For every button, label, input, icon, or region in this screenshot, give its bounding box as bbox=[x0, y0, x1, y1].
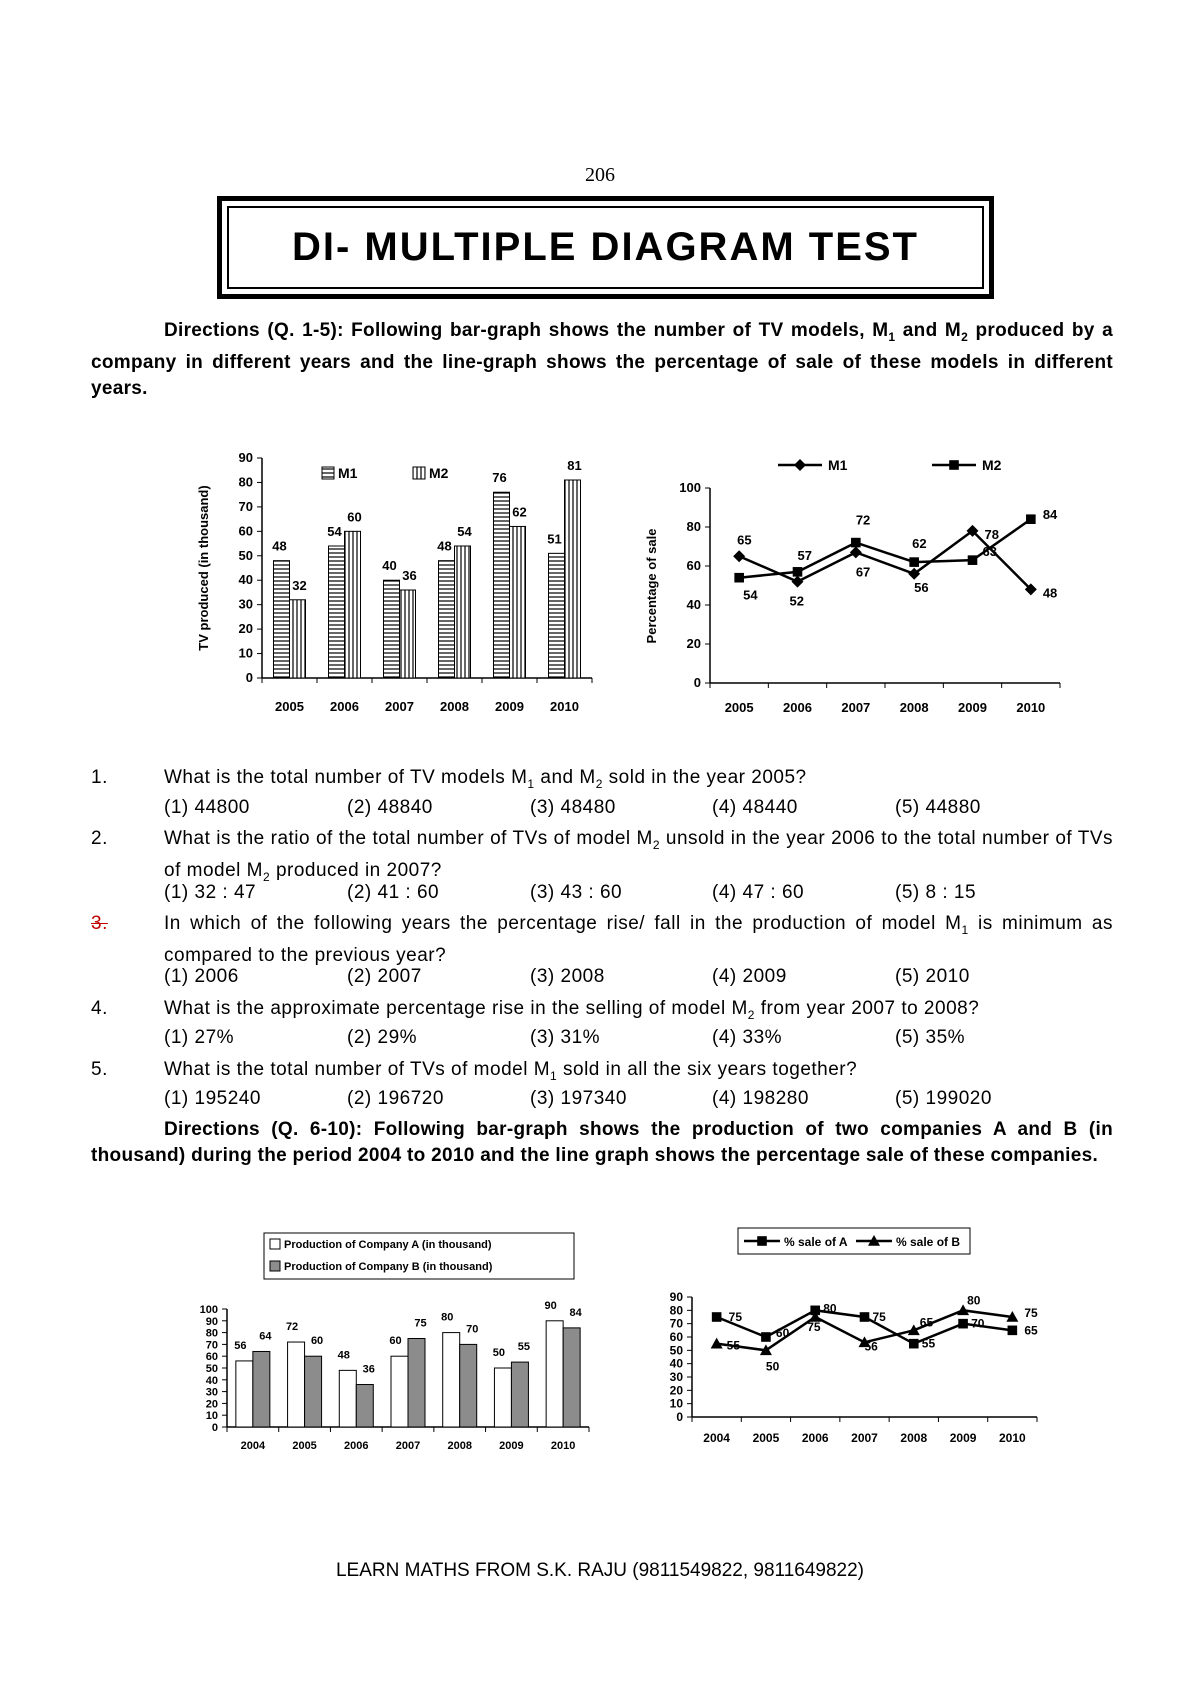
legend-label: M2 bbox=[982, 457, 1002, 473]
question-text bbox=[164, 765, 1113, 797]
subscript: 1 bbox=[888, 329, 896, 344]
directions-q6-10-text: Directions (Q. 6-10): Following bar-graph shows the production of two companies A and B (in thousand) during the period 2004 to 2010 and the line graph shows the percentage sale of these companies. bbox=[91, 1119, 1113, 1166]
y-tick-label: 100 bbox=[199, 1304, 218, 1316]
data-label: 50 bbox=[492, 1347, 506, 1359]
y-tick-label: 80 bbox=[205, 1327, 218, 1340]
y-tick-label: 60 bbox=[686, 558, 701, 573]
data-label: 54 bbox=[743, 587, 758, 603]
x-tick-label: 2007 bbox=[851, 1431, 878, 1445]
y-tick-label: 0 bbox=[676, 1410, 683, 1424]
title-box bbox=[217, 196, 994, 299]
square-marker bbox=[968, 555, 978, 565]
option[interactable]: (2) 48840 bbox=[347, 797, 433, 818]
title-box-inner bbox=[227, 206, 984, 289]
y-tick-label: 0 bbox=[245, 670, 253, 685]
option[interactable]: (4) 2009 bbox=[712, 966, 787, 987]
y-tick-label: 20 bbox=[669, 1383, 683, 1398]
question-text bbox=[164, 826, 1113, 890]
y-tick-label: 60 bbox=[205, 1351, 218, 1364]
data-label: 84 bbox=[1042, 507, 1058, 523]
data-label: 48 bbox=[437, 538, 452, 554]
bar-b bbox=[563, 1328, 580, 1427]
question-text-part: and M bbox=[534, 767, 596, 788]
y-tick-label: 100 bbox=[679, 480, 701, 495]
bar-a bbox=[546, 1321, 563, 1427]
x-tick-label: 2005 bbox=[275, 699, 304, 714]
bar-a bbox=[443, 1333, 460, 1427]
y-tick-label: 80 bbox=[686, 519, 701, 534]
question-text-part: from year 2007 to 2008? bbox=[754, 998, 980, 1019]
legend-swatch-m1 bbox=[322, 467, 334, 479]
data-label: 78 bbox=[984, 526, 999, 542]
subscript: 1 bbox=[961, 922, 969, 937]
y-tick-label: 0 bbox=[693, 675, 701, 690]
question-text-part: What is the approximate percentage rise in the selling of model M bbox=[164, 998, 748, 1019]
data-label: 75 bbox=[414, 1317, 427, 1330]
option[interactable]: (2) 2007 bbox=[347, 966, 422, 987]
bar-a bbox=[339, 1370, 356, 1427]
y-tick-label: 50 bbox=[238, 547, 253, 563]
company-sale-percentage-line-chart bbox=[660, 1225, 1100, 1465]
question-number: 4. bbox=[91, 998, 108, 1019]
data-label: 90 bbox=[544, 1299, 557, 1312]
option[interactable]: (4) 48440 bbox=[712, 797, 798, 818]
data-label: 75 bbox=[1024, 1306, 1038, 1320]
option[interactable]: (4) 47 : 60 bbox=[712, 882, 805, 903]
question-text-part: unsold in the year 2006 to the total number of TVs of model M bbox=[164, 828, 1114, 881]
diamond-marker bbox=[794, 459, 806, 471]
option[interactable]: (3) 31% bbox=[530, 1027, 601, 1048]
legend-label: % sale of B bbox=[896, 1235, 961, 1249]
y-tick-label: 70 bbox=[238, 498, 253, 514]
data-label: 52 bbox=[789, 593, 804, 609]
subscript: 2 bbox=[652, 837, 661, 852]
diamond-marker bbox=[792, 576, 804, 588]
y-tick-label: 20 bbox=[686, 636, 701, 651]
option[interactable]: (1) 195240 bbox=[164, 1088, 261, 1109]
legend-label: M2 bbox=[429, 465, 449, 481]
directions-q1-5 bbox=[91, 318, 1113, 402]
legend-swatch-b bbox=[270, 1261, 280, 1271]
data-label: 62 bbox=[512, 504, 527, 520]
x-tick-label: 2006 bbox=[783, 700, 812, 715]
x-tick-label: 2010 bbox=[550, 699, 579, 714]
y-tick-label: 90 bbox=[669, 1290, 683, 1304]
x-tick-label: 2004 bbox=[240, 1440, 266, 1452]
data-label: 55 bbox=[726, 1338, 741, 1353]
data-label: 56 bbox=[914, 579, 929, 595]
x-tick-label: 2008 bbox=[440, 699, 469, 714]
data-label: 72 bbox=[285, 1321, 299, 1334]
legend-label: Production of Company A (in thousand) bbox=[284, 1239, 492, 1251]
data-label: 75 bbox=[872, 1310, 886, 1324]
bar-b bbox=[455, 546, 471, 678]
option[interactable]: (5) 8 : 15 bbox=[895, 882, 977, 903]
data-label: 72 bbox=[855, 512, 871, 528]
option[interactable]: (4) 198280 bbox=[712, 1088, 809, 1109]
data-label: 36 bbox=[362, 1363, 375, 1376]
option[interactable]: (3) 197340 bbox=[530, 1088, 627, 1109]
data-label: 80 bbox=[967, 1293, 981, 1308]
subscript: 2 bbox=[262, 869, 271, 884]
x-tick-label: 2009 bbox=[499, 1440, 524, 1452]
bar-b bbox=[290, 600, 306, 678]
y-axis-label: TV produced (in thousand) bbox=[196, 485, 211, 651]
question-text-part: sold in all the six years together? bbox=[557, 1059, 858, 1080]
question-text-part: In which of the following years the percentage rise/ fall in the production of model M bbox=[164, 913, 962, 934]
x-tick-label: 2009 bbox=[958, 700, 987, 715]
data-label: 60 bbox=[310, 1335, 324, 1348]
question-text-part: What is the total number of TV models M bbox=[164, 767, 528, 788]
question-text bbox=[164, 911, 1113, 968]
question-number: 1. bbox=[91, 767, 108, 788]
y-tick-label: 40 bbox=[238, 572, 253, 588]
directions-q1-5-mid: and M bbox=[895, 320, 962, 341]
square-marker bbox=[761, 1332, 771, 1342]
option[interactable]: (1) 2006 bbox=[164, 966, 239, 987]
option[interactable]: (4) 33% bbox=[712, 1027, 783, 1048]
data-label: 75 bbox=[728, 1310, 743, 1324]
bar-a bbox=[494, 492, 510, 678]
legend-label: Production of Company B (in thousand) bbox=[284, 1261, 493, 1273]
subscript: 2 bbox=[747, 1007, 755, 1022]
page-title: DI- MULTIPLE DIAGRAM TEST bbox=[292, 225, 919, 269]
x-tick-label: 2010 bbox=[1016, 700, 1046, 715]
data-label: 65 bbox=[919, 1315, 934, 1330]
x-tick-label: 2005 bbox=[752, 1431, 780, 1445]
x-tick-label: 2009 bbox=[495, 699, 524, 714]
x-tick-label: 2008 bbox=[447, 1440, 472, 1452]
data-label: 80 bbox=[823, 1301, 837, 1316]
company-production-bar-chart bbox=[190, 1225, 610, 1465]
data-label: 65 bbox=[1024, 1323, 1038, 1338]
option[interactable]: (3) 43 : 60 bbox=[530, 882, 623, 903]
data-label: 80 bbox=[441, 1311, 454, 1324]
square-marker bbox=[958, 1319, 968, 1329]
bar-b bbox=[565, 480, 581, 678]
bar-a bbox=[391, 1356, 408, 1427]
option[interactable]: (2) 196720 bbox=[347, 1088, 444, 1109]
directions-q6-10 bbox=[91, 1117, 1113, 1169]
data-label: 60 bbox=[347, 509, 362, 525]
x-tick-label: 2006 bbox=[344, 1440, 369, 1452]
y-axis-label: Percentage of sale bbox=[644, 528, 659, 644]
question-text-part: What is the total number of TVs of model M bbox=[164, 1059, 551, 1080]
bar-b bbox=[356, 1385, 373, 1427]
square-marker bbox=[851, 538, 861, 548]
y-tick-label: 90 bbox=[238, 450, 253, 465]
y-tick-label: 50 bbox=[669, 1343, 683, 1358]
data-label: 56 bbox=[234, 1339, 247, 1352]
y-tick-label: 50 bbox=[205, 1363, 218, 1375]
data-label: 54 bbox=[327, 524, 342, 539]
data-label: 50 bbox=[765, 1359, 780, 1374]
y-tick-label: 80 bbox=[669, 1303, 683, 1318]
question-text-part: is minimum as compared to the previous year? bbox=[164, 913, 1113, 966]
square-marker bbox=[734, 573, 744, 583]
data-label: 56 bbox=[864, 1339, 878, 1354]
bar-a bbox=[384, 580, 400, 678]
question-text bbox=[164, 1057, 1113, 1089]
square-marker bbox=[909, 557, 919, 567]
footer: LEARN MATHS FROM S.K. RAJU (9811549822, 9811649822) bbox=[335, 1560, 865, 1581]
data-label: 60 bbox=[389, 1335, 402, 1348]
y-tick-label: 70 bbox=[205, 1339, 218, 1352]
bar-a bbox=[236, 1361, 253, 1427]
bar-b bbox=[511, 1362, 528, 1427]
data-label: 65 bbox=[737, 532, 752, 548]
question-number: 5. bbox=[91, 1059, 108, 1080]
option[interactable]: (3) 2008 bbox=[530, 966, 605, 987]
x-tick-label: 2010 bbox=[550, 1440, 576, 1452]
option[interactable]: (2) 29% bbox=[347, 1027, 418, 1048]
bar-b bbox=[253, 1351, 270, 1427]
data-label: 64 bbox=[259, 1330, 272, 1343]
square-marker bbox=[949, 460, 959, 470]
bar-a bbox=[439, 561, 455, 678]
y-tick-label: 30 bbox=[669, 1370, 683, 1384]
square-marker bbox=[860, 1312, 870, 1322]
legend-label: M1 bbox=[338, 465, 358, 481]
y-tick-label: 20 bbox=[205, 1398, 218, 1411]
x-tick-label: 2010 bbox=[999, 1431, 1026, 1445]
data-label: 62 bbox=[912, 536, 927, 552]
option[interactable]: (5) 35% bbox=[895, 1027, 966, 1048]
data-label: 54 bbox=[457, 524, 472, 539]
option[interactable]: (3) 48480 bbox=[530, 797, 616, 818]
bar-a bbox=[288, 1342, 305, 1427]
data-label: 75 bbox=[807, 1320, 821, 1334]
bar-b bbox=[510, 526, 526, 678]
x-tick-label: 2007 bbox=[841, 700, 871, 715]
bar-b bbox=[408, 1339, 425, 1428]
data-label: 63 bbox=[982, 544, 997, 560]
question-text-part: sold in the year 2005? bbox=[602, 767, 807, 788]
bar-a bbox=[549, 553, 565, 678]
data-label: 40 bbox=[382, 558, 397, 574]
bar-b bbox=[305, 1356, 322, 1427]
option[interactable]: (1) 27% bbox=[164, 1027, 235, 1048]
data-label: 76 bbox=[492, 470, 507, 486]
y-tick-label: 40 bbox=[686, 597, 701, 612]
y-tick-label: 20 bbox=[238, 621, 253, 637]
bar-b bbox=[400, 590, 416, 678]
option[interactable]: (1) 44800 bbox=[164, 797, 250, 818]
data-label: 55 bbox=[921, 1336, 936, 1351]
question-text-part: produced in 2007? bbox=[270, 859, 442, 881]
y-tick-label: 10 bbox=[238, 645, 253, 661]
subscript: 1 bbox=[550, 1068, 558, 1083]
square-marker bbox=[712, 1312, 722, 1322]
square-marker bbox=[1008, 1326, 1018, 1336]
option[interactable]: (5) 44880 bbox=[895, 797, 981, 818]
y-tick-label: 70 bbox=[669, 1316, 683, 1331]
x-tick-label: 2007 bbox=[395, 1440, 421, 1452]
square-marker bbox=[793, 567, 803, 577]
x-tick-label: 2006 bbox=[330, 699, 359, 714]
diamond-marker bbox=[733, 550, 745, 562]
directions-q1-5-post: produced by a company in different years and the line-graph shows the percentage of sale of these models in different years. bbox=[91, 320, 1113, 399]
x-tick-label: 2008 bbox=[900, 1431, 928, 1445]
option[interactable]: (5) 2010 bbox=[895, 966, 970, 987]
bar-a bbox=[494, 1368, 511, 1427]
bar-a bbox=[274, 561, 290, 678]
option[interactable]: (1) 32 : 47 bbox=[164, 882, 257, 903]
x-tick-label: 2004 bbox=[703, 1431, 730, 1445]
data-label: 81 bbox=[567, 458, 582, 473]
data-label: 57 bbox=[797, 547, 812, 563]
y-tick-label: 80 bbox=[238, 474, 253, 490]
data-label: 70 bbox=[971, 1316, 985, 1331]
y-tick-label: 90 bbox=[205, 1315, 218, 1328]
y-tick-label: 30 bbox=[205, 1386, 218, 1399]
legend-label: M1 bbox=[828, 457, 848, 473]
data-label: 48 bbox=[272, 538, 287, 554]
x-tick-label: 2009 bbox=[949, 1431, 977, 1445]
question-text-part: What is the ratio of the total number of TVs of model M bbox=[164, 828, 653, 849]
legend-swatch-a bbox=[270, 1239, 280, 1249]
square-marker bbox=[1026, 514, 1036, 524]
option[interactable]: (2) 41 : 60 bbox=[347, 882, 440, 903]
data-label: 67 bbox=[855, 564, 871, 580]
directions-q1-5-pre: Directions (Q. 1-5): Following bar-graph shows the number of TV models, M bbox=[164, 320, 889, 341]
subscript: 2 bbox=[961, 329, 969, 344]
data-label: 48 bbox=[337, 1349, 350, 1362]
data-label: 32 bbox=[292, 577, 307, 593]
question-number: 3. bbox=[91, 913, 108, 934]
y-tick-label: 40 bbox=[205, 1374, 218, 1387]
y-tick-label: 40 bbox=[669, 1356, 683, 1371]
data-label: 36 bbox=[402, 568, 417, 583]
data-label: 60 bbox=[775, 1326, 790, 1340]
square-marker bbox=[757, 1236, 767, 1246]
subscript: 1 bbox=[527, 776, 535, 791]
y-tick-label: 0 bbox=[211, 1422, 218, 1434]
y-tick-label: 60 bbox=[669, 1330, 683, 1344]
bar-b bbox=[460, 1344, 477, 1427]
data-label: 55 bbox=[517, 1341, 531, 1354]
legend-label: % sale of A bbox=[784, 1235, 848, 1249]
x-tick-label: 2005 bbox=[292, 1440, 317, 1452]
square-marker bbox=[909, 1339, 919, 1349]
data-label: 84 bbox=[569, 1306, 582, 1319]
x-tick-label: 2007 bbox=[385, 699, 414, 714]
tv-sale-percentage-line-chart bbox=[640, 448, 1110, 728]
x-tick-label: 2006 bbox=[801, 1431, 829, 1445]
x-tick-label: 2008 bbox=[899, 700, 929, 715]
bar-a bbox=[329, 546, 345, 678]
data-label: 70 bbox=[466, 1323, 479, 1336]
question-number: 2. bbox=[91, 828, 108, 849]
y-tick-label: 10 bbox=[205, 1410, 218, 1423]
option[interactable]: (5) 199020 bbox=[895, 1088, 992, 1109]
bar-b bbox=[345, 531, 361, 678]
data-label: 48 bbox=[1042, 585, 1058, 601]
diamond-marker bbox=[850, 546, 862, 558]
y-tick-label: 30 bbox=[238, 596, 253, 612]
x-tick-label: 2005 bbox=[724, 700, 754, 715]
data-label: 51 bbox=[547, 531, 562, 547]
subscript: 2 bbox=[595, 776, 603, 791]
y-tick-label: 10 bbox=[669, 1396, 683, 1411]
page-number: 206 bbox=[585, 164, 615, 186]
y-tick-label: 60 bbox=[238, 523, 253, 539]
legend-swatch-m2 bbox=[413, 467, 425, 479]
tv-production-bar-chart bbox=[180, 448, 600, 728]
question-text bbox=[164, 996, 1113, 1028]
